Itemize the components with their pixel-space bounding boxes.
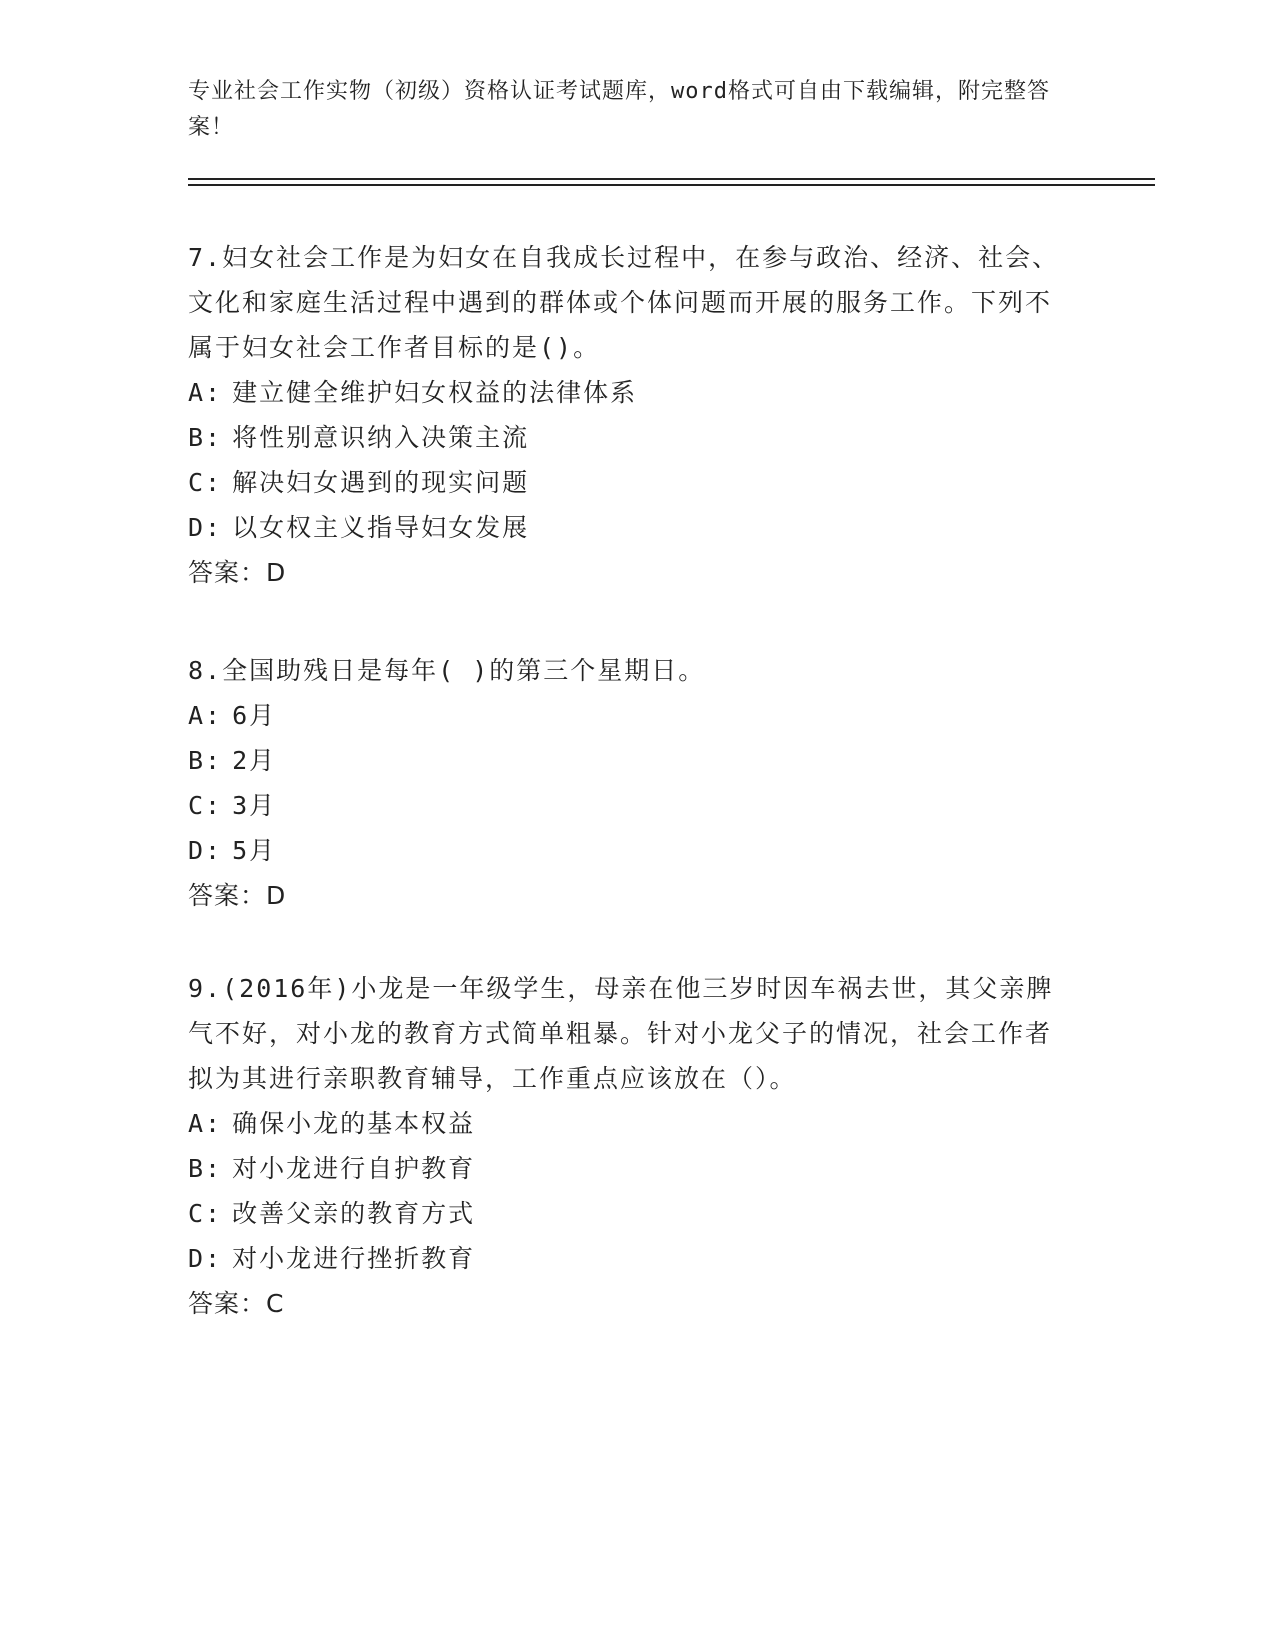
option-text: 5月 <box>232 836 277 865</box>
option-key: A: <box>188 378 223 407</box>
option-text: 对小龙进行自护教育 <box>232 1154 476 1183</box>
question-stem: 9.(2016年)小龙是一年级学生，母亲在他三岁时因车祸去世，其父亲脾气不好，对小龙的教育方式简单粗暴。针对小龙父子的情况，社会工作者拟为其进行亲职教育辅导，工作重点应该放在（）。 <box>188 974 1054 1093</box>
option-key: B: <box>188 746 223 775</box>
header-divider-bottom <box>188 184 1155 186</box>
option-key: D: <box>188 1244 223 1273</box>
option-b <box>188 415 1068 460</box>
option-d <box>188 505 1068 550</box>
option-text: 建立健全维护妇女权益的法律体系 <box>232 378 638 407</box>
question-8 <box>188 648 1068 918</box>
option-a <box>188 693 1068 738</box>
option-text: 6月 <box>232 701 277 730</box>
question-7 <box>188 235 1068 595</box>
option-c <box>188 783 1068 828</box>
option-key: C: <box>188 791 223 820</box>
question-stem: 7.妇女社会工作是为妇女在自我成长过程中，在参与政治、经济、社会、文化和家庭生活过程中遇到的群体或个体问题而开展的服务工作。下列不属于妇女社会工作者目标的是()。 <box>188 243 1060 362</box>
option-b <box>188 738 1068 783</box>
option-text: 确保小龙的基本权益 <box>232 1109 476 1138</box>
answer: 答案：D <box>188 881 287 910</box>
option-key: B: <box>188 1154 223 1183</box>
option-text: 将性别意识纳入决策主流 <box>232 423 530 452</box>
option-text: 改善父亲的教育方式 <box>232 1199 476 1228</box>
option-text: 解决妇女遇到的现实问题 <box>232 468 530 497</box>
header-divider-top <box>188 178 1155 180</box>
option-key: C: <box>188 468 223 497</box>
option-key: C: <box>188 1199 223 1228</box>
option-key: D: <box>188 513 223 542</box>
question-stem: 8.全国助残日是每年( )的第三个星期日。 <box>188 656 706 685</box>
answer: 答案：C <box>188 1289 285 1318</box>
option-c <box>188 1191 1068 1236</box>
document-header: 专业社会工作实物（初级）资格认证考试题库，word格式可自由下载编辑，附完整答案！ <box>188 79 1050 140</box>
option-text: 以女权主义指导妇女发展 <box>232 513 530 542</box>
option-text: 2月 <box>232 746 277 775</box>
option-text: 对小龙进行挫折教育 <box>232 1244 476 1273</box>
option-key: D: <box>188 836 223 865</box>
option-c <box>188 460 1068 505</box>
option-a <box>188 370 1068 415</box>
option-b <box>188 1146 1068 1191</box>
option-d <box>188 828 1068 873</box>
option-text: 3月 <box>232 791 277 820</box>
answer: 答案：D <box>188 558 287 587</box>
option-key: B: <box>188 423 223 452</box>
question-9 <box>188 966 1068 1326</box>
option-key: A: <box>188 701 223 730</box>
option-a <box>188 1101 1068 1146</box>
option-key: A: <box>188 1109 223 1138</box>
option-d <box>188 1236 1068 1281</box>
